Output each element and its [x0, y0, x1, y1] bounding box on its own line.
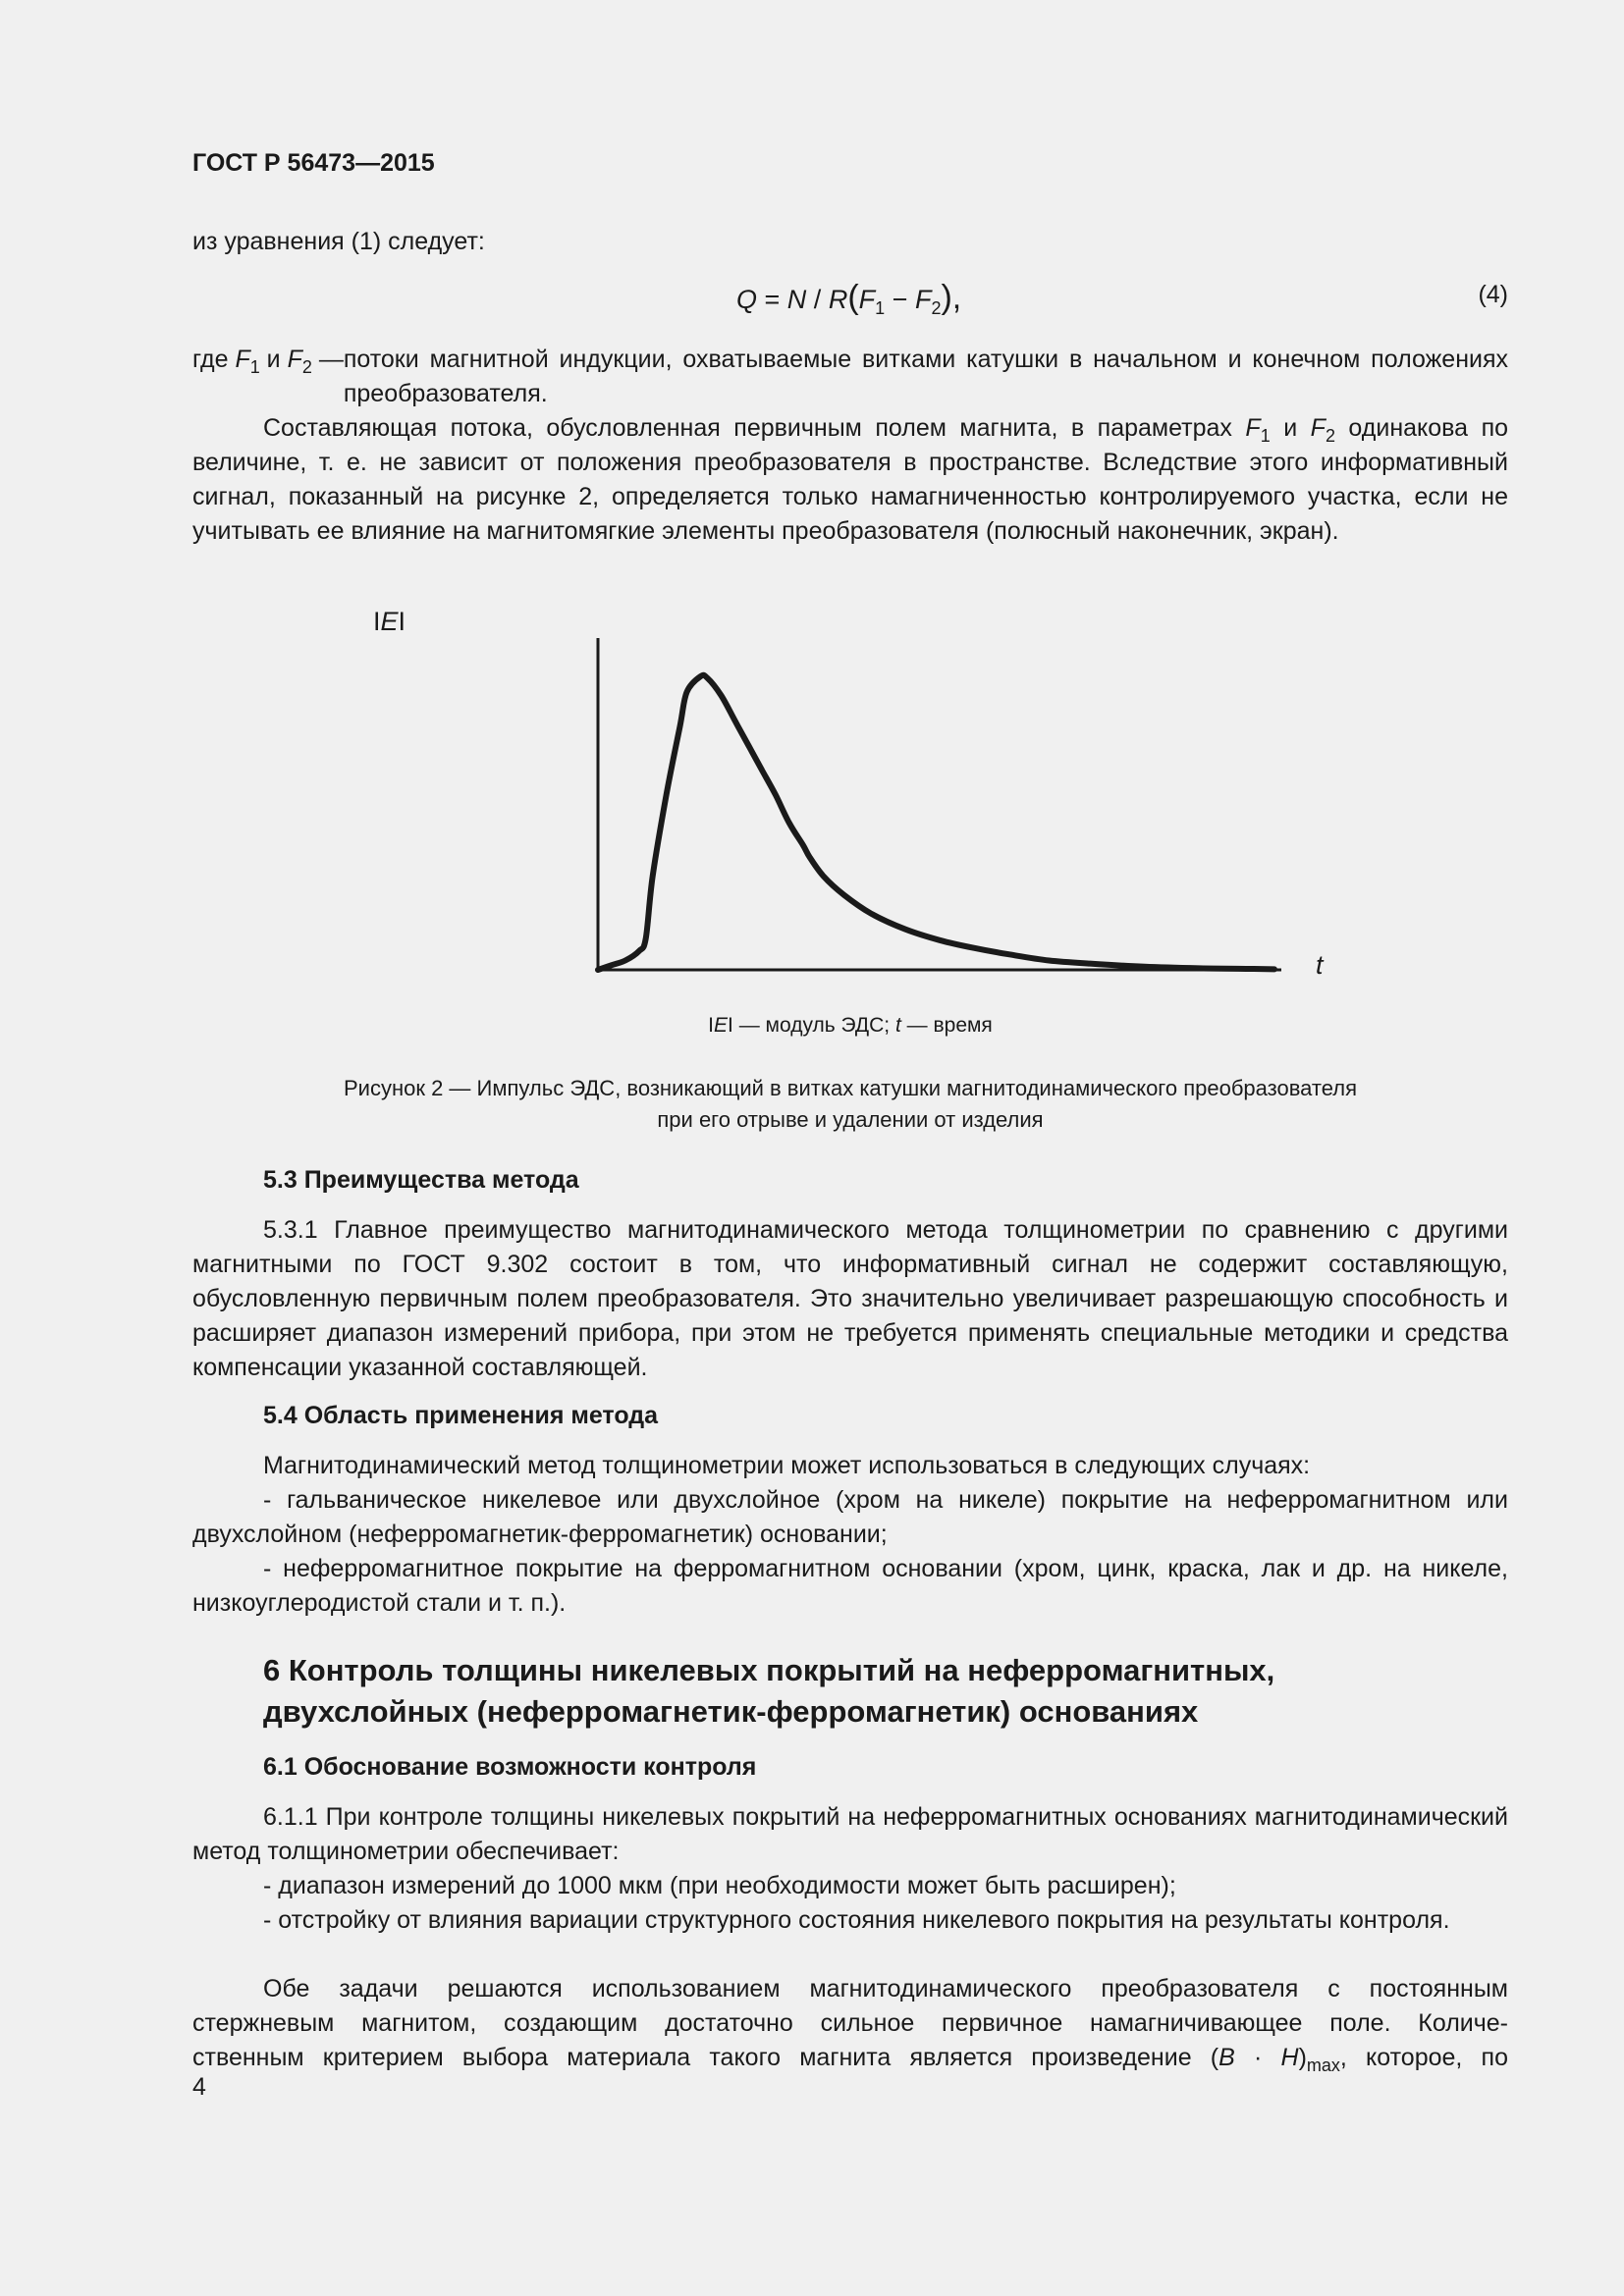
section-5-4-item-1: - гальваническое никелевое или двухслойное (хром на никеле) покрытие на неферромагнитном или двухслойном (неферромагнетик-ферромагнетик) основании; [192, 1486, 1508, 1548]
p4-line-3: ственным критерием выбора материала такого магнита является произведение $(B \cdot H)_{max}$, которое, по [192, 2044, 1508, 2075]
where-text: потоки магнитной индукции, охватываемые витками катушки в начальном и конечном положениях преобразователя. [343, 346, 1508, 407]
formula-sub1: 1 [875, 298, 886, 318]
formula-r: R [828, 285, 848, 314]
where-lead: где $F_1$ и $F_2$ — [192, 346, 344, 377]
formula-open: ( [847, 279, 859, 316]
x-axis-label: t [1316, 950, 1324, 980]
formula-close: ), [941, 279, 962, 316]
section-6-1-1-item-2: - отстройку от влияния вариации структурного состояния никелевого покрытия на результаты контроля. [263, 1906, 1450, 1934]
equation-number: (4) [1478, 281, 1508, 308]
formula-f2: F [914, 285, 932, 314]
section-6-1-1-paragraph: 6.1.1 При контроле толщины никелевых покрытий на неферромагнитных основаниях магнитодинамический метод толщинометрии обеспечивает: [192, 1803, 1508, 1865]
section-6-1-1-item-1: - диапазон измерений до 1000 мкм (при необходимости может быть расширен); [263, 1872, 1176, 1899]
section-5-4-heading: 5.4 Область применения метода [263, 1402, 659, 1429]
section-6-heading-line1: 6 Контроль толщины никелевых покрытий на неферромагнитных, [263, 1653, 1275, 1687]
section-6-heading [263, 1650, 1274, 1733]
section-6-1-1-paragraph-2 [192, 1972, 1508, 2075]
emf-pulse-chart [550, 618, 1355, 991]
formula-minus: − [885, 285, 915, 314]
section-5-4-paragraph: Магнитодинамический метод толщинометрии может использоваться в следующих случаях: [263, 1452, 1311, 1479]
where-definition [192, 343, 1508, 411]
formula-slash: / [806, 285, 829, 314]
formula-q: Q [736, 285, 758, 314]
formula-sub2: 2 [931, 298, 942, 318]
figure-caption-line2: при его отрыве и удалении от изделия [657, 1107, 1044, 1132]
formula-eq: = [757, 285, 787, 314]
formula-n: N [786, 285, 807, 314]
section-5-4-item-2: - неферромагнитное покрытие на ферромагнитном основании (хром, цинк, краска, лак и др. на никеле, низкоуглеродистой стали и т. п.). [192, 1555, 1508, 1617]
formula-f1: F [858, 285, 876, 314]
section-6-1-heading: 6.1 Обоснование возможности контроля [263, 1753, 757, 1781]
formula-4 [736, 279, 961, 317]
figure-caption [192, 1073, 1508, 1136]
p4-line-1: Обе задачи решаются использованием магнитодинамического преобразователя с постоянным [263, 1975, 1508, 2002]
document-header: ГОСТ Р 56473—2015 [192, 149, 435, 177]
paragraph-flux: Составляющая потока, обусловленная первичным полем магнита, в параметрах $F_1$ и $F_2$ одинакова по величине, т. е. не зависит от положения преобразователя в пространстве. Вследствие этого информативный сигнал, показанный на рисунке 2, определяется только намагниченностью контролируемого участка, если не учитывать ее влияние на магнитомягкие элементы преобразователя (полюсный наконечник, экран). [192, 414, 1509, 545]
emf-pulse-curve [598, 675, 1274, 970]
figure-y-label: IEI [373, 607, 406, 636]
p4-line-2: стержневым магнитом, создающим достаточно сильное первичное намагничивающее поле. Количе- [192, 2009, 1508, 2037]
section-5-3-1-paragraph: 5.3.1 Главное преимущество магнитодинамического метода толщинометрии по сравнению с другими магнитными по ГОСТ 9.302 состоит в том, что информативный сигнал не содержит составляющую, обусловленную первичным полем преобразователя. Это значительно увеличивает разрешающую способность и расширяет диапазон измерений прибора, при этом не требуется применять специальные методики и средства компенсации указанной составляющей. [192, 1216, 1508, 1381]
figure-caption-line1: Рисунок 2 — Импульс ЭДС, возникающий в витках катушки магнитодинамического преобразователя [344, 1076, 1357, 1100]
section-5-3-heading: 5.3 Преимущества метода [263, 1166, 579, 1194]
intro-line: из уравнения (1) следует: [192, 228, 485, 255]
figure-legend: IEI — модуль ЭДС; t — время [708, 1014, 993, 1037]
section-6-heading-line2: двухслойных (неферромагнетик-ферромагнетик) основаниях [263, 1694, 1199, 1729]
page-number: 4 [192, 2073, 206, 2101]
